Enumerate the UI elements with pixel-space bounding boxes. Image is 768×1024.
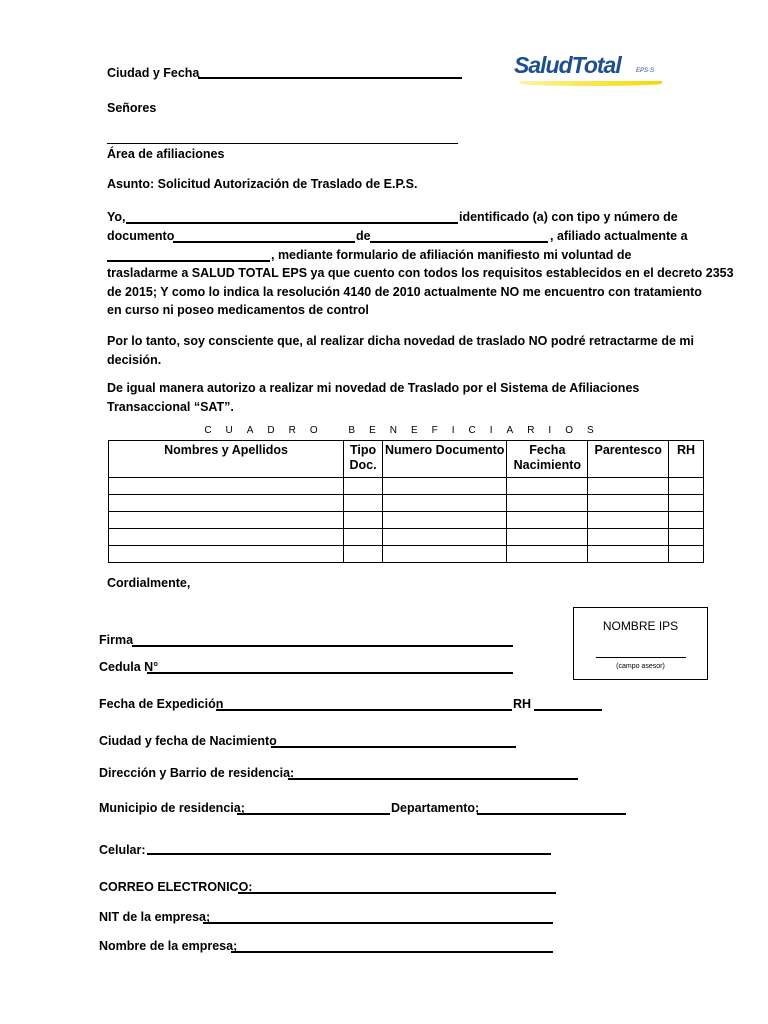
senores-label: Señores [107,101,157,115]
firma-field[interactable] [132,645,513,647]
name-field[interactable] [126,222,458,224]
city-date-field[interactable] [198,77,462,79]
ips-field[interactable] [596,657,686,658]
table-cell[interactable] [109,546,344,563]
celular-field[interactable] [147,853,551,855]
de-label: de [356,229,371,243]
table-cell[interactable] [507,529,588,546]
municipio-label: Municipio de residencia; [99,801,245,815]
salud-total-logo [514,52,664,92]
closing-text: Cordialmente, [107,576,191,590]
table-cell[interactable] [507,546,588,563]
fecha-expedicion-field[interactable] [216,709,512,711]
table-cell[interactable] [588,478,669,495]
body-line-6: en curso ni poseo medicamentos de control [107,303,369,317]
rh-label: RH [513,697,532,711]
table-cell[interactable] [669,529,704,546]
table-cell[interactable] [507,512,588,529]
table-cell[interactable] [382,495,506,512]
departamento-field[interactable] [477,813,626,815]
body-line-4: trasladarme a SALUD TOTAL EPS ya que cuento con todos los requisitos establecidos en el decreto 2353 [107,266,734,280]
area-label: Área de afiliaciones [107,147,225,161]
col-rh: RH [669,441,704,478]
municipio-field[interactable] [237,813,390,815]
departamento-label: Departamento; [391,801,480,815]
table-cell[interactable] [669,495,704,512]
table-cell[interactable] [109,478,344,495]
table-header-row [109,441,704,478]
ips-box [573,607,708,680]
table-row [109,478,704,495]
cedula-label: Cedula N° [99,660,159,674]
mediante-text: , mediante formulario de afiliación manifiesto mi voluntad de [271,248,632,262]
documento-label: documento [107,229,175,243]
table-cell[interactable] [588,546,669,563]
paragraph-consciente: Por lo tanto, soy consciente que, al realizar dicha novedad de traslado NO podré retractarme de mi decisión. [107,334,694,367]
table-cell[interactable] [588,512,669,529]
table-cell[interactable] [382,478,506,495]
table-cell[interactable] [382,529,506,546]
table-row [109,546,704,563]
table-cell[interactable] [507,495,588,512]
table-cell[interactable] [588,495,669,512]
direccion-field[interactable] [288,778,578,780]
table-cell[interactable] [109,529,344,546]
nacimiento-field[interactable] [271,746,516,748]
direccion-label: Dirección y Barrio de residencia: [99,766,295,780]
celular-label: Celular: [99,843,146,857]
table-cell[interactable] [344,478,383,495]
document-number-field[interactable] [173,241,355,243]
correo-label: CORREO ELECTRONICO: [99,880,253,894]
table-cell[interactable] [344,546,383,563]
body-line-5: de 2015; Y como lo indica la resolución 4140 de 2010 actualmente NO me encuentro con tratamiento [107,285,702,299]
ips-subtitle: (campo asesor) [616,663,665,670]
col-tipo-doc: Tipo Doc. [344,441,383,478]
nit-field[interactable] [203,922,553,924]
table-cell[interactable] [344,512,383,529]
table-cell[interactable] [344,495,383,512]
beneficiarios-title: CUADRO BENEFICIARIOS [204,425,608,436]
col-fecha-nacimiento: Fecha Nacimiento [507,441,588,478]
table-cell[interactable] [507,478,588,495]
current-eps-field[interactable] [107,260,270,262]
table-cell[interactable] [669,546,704,563]
table-cell[interactable] [382,512,506,529]
firma-label: Firma [99,633,134,647]
table-row [109,512,704,529]
city-date-label: Ciudad y Fecha [107,66,200,80]
col-numero-documento: Numero Documento [382,441,506,478]
table-cell[interactable] [588,529,669,546]
nacimiento-label: Ciudad y fecha de Nacimiento [99,734,277,748]
table-row [109,529,704,546]
document-origin-field[interactable] [370,241,548,243]
yo-label: Yo, [107,210,126,224]
table-cell[interactable] [109,495,344,512]
nit-label: NIT de la empresa; [99,910,211,924]
paragraph-autorizo: De igual manera autorizo a realizar mi novedad de Traslado por el Sistema de Afiliaciones Transaccional “SAT”. [107,381,640,414]
table-row [109,495,704,512]
identificado-text: identificado (a) con tipo y número de [459,210,678,224]
table-cell[interactable] [382,546,506,563]
col-parentesco: Parentesco [588,441,669,478]
table-cell[interactable] [109,512,344,529]
rh-field[interactable] [534,709,602,711]
fecha-expedicion-label: Fecha de Expedición [99,697,224,711]
logo-brand-text: SaludTotal [514,52,621,78]
ips-title: NOMBRE IPS [602,619,679,633]
logo-swoosh [520,81,662,86]
table-cell[interactable] [344,529,383,546]
correo-field[interactable] [238,892,556,894]
logo-suffix: EPS·S [636,68,655,74]
afiliado-text: , afiliado actualmente a [550,229,688,243]
recipient-line[interactable] [107,143,458,144]
asunto-text: Asunto: Solicitud Autorización de Traslado de E.P.S. [107,177,418,191]
empresa-field[interactable] [231,951,553,953]
beneficiarios-table [108,440,704,563]
empresa-label: Nombre de la empresa; [99,939,238,953]
table-cell[interactable] [669,512,704,529]
table-cell[interactable] [669,478,704,495]
cedula-field[interactable] [147,672,513,674]
col-nombres: Nombres y Apellidos [109,441,344,478]
